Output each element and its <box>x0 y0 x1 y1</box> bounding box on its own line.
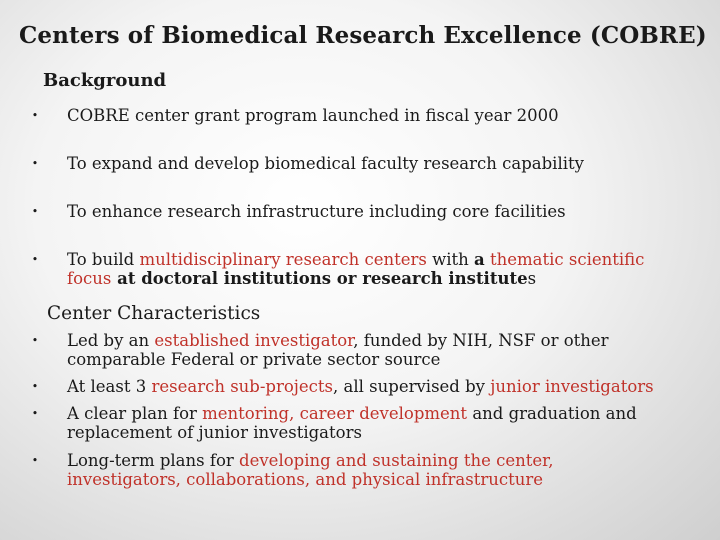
characteristics-bullet-2 <box>30 377 690 396</box>
bullet-icon: • <box>31 157 39 170</box>
text-run: a <box>474 250 485 269</box>
bullet-icon: • <box>31 380 39 393</box>
bullet-icon: • <box>31 109 39 122</box>
bullet-text <box>67 404 680 442</box>
text-run: junior investigators <box>490 377 654 396</box>
text-run: mentoring, career development <box>202 404 468 423</box>
center-characteristics-heading: Center Characteristics <box>47 303 261 324</box>
text-run: research sub-projects <box>151 377 334 396</box>
background-bullet-4 <box>30 250 675 288</box>
text-run: , all supervised by <box>333 377 491 396</box>
characteristics-bullet-3 <box>30 404 680 442</box>
text-run: At least 3 <box>67 377 152 396</box>
text-run: COBRE center grant program launched in fiscal year 2000 <box>67 106 559 125</box>
text-run: Led by an <box>67 331 155 350</box>
background-bullet-2 <box>30 154 690 173</box>
background-heading: Background <box>43 70 167 91</box>
text-run: A clear plan for <box>67 404 203 423</box>
bullet-text <box>67 377 690 396</box>
bullet-text <box>67 250 675 288</box>
bullet-text <box>67 154 690 173</box>
text-run: , funded by NIH, NSF or other comparable Federal or private sector source <box>67 331 609 369</box>
bullet-icon: • <box>31 407 39 420</box>
text-run: To build <box>67 250 140 269</box>
text-run: at doctoral institutions or research institute <box>111 269 528 288</box>
text-run: Long-term plans for <box>67 451 240 470</box>
bullet-text <box>67 106 690 125</box>
bullet-text <box>67 451 610 489</box>
text-run: and graduation and replacement of junior investigators <box>67 404 637 442</box>
text-run: established investigator <box>154 331 354 350</box>
text-run: To expand and develop biomedical faculty research capability <box>67 154 584 173</box>
text-run: To enhance research infrastructure including core facilities <box>67 202 566 221</box>
bullet-text <box>67 331 670 369</box>
bullet-text <box>67 202 690 221</box>
background-bullet-1 <box>30 106 690 125</box>
text-run: thematic scientific focus <box>67 250 645 288</box>
text-run: s <box>527 269 537 288</box>
text-run: with <box>426 250 475 269</box>
bullet-icon: • <box>31 253 39 266</box>
characteristics-bullet-4 <box>30 451 610 489</box>
text-run: developing and sustaining the center, investigators, collaborations, and physical infrastructure <box>67 451 554 489</box>
text-run: multidisciplinary research centers <box>139 250 427 269</box>
slide-title: Centers of Biomedical Research Excellence (COBRE) <box>19 22 707 49</box>
background-bullet-3 <box>30 202 690 221</box>
bullet-icon: • <box>31 454 39 467</box>
bullet-icon: • <box>31 205 39 218</box>
bullet-icon: • <box>31 334 39 347</box>
characteristics-bullet-1 <box>30 331 670 369</box>
